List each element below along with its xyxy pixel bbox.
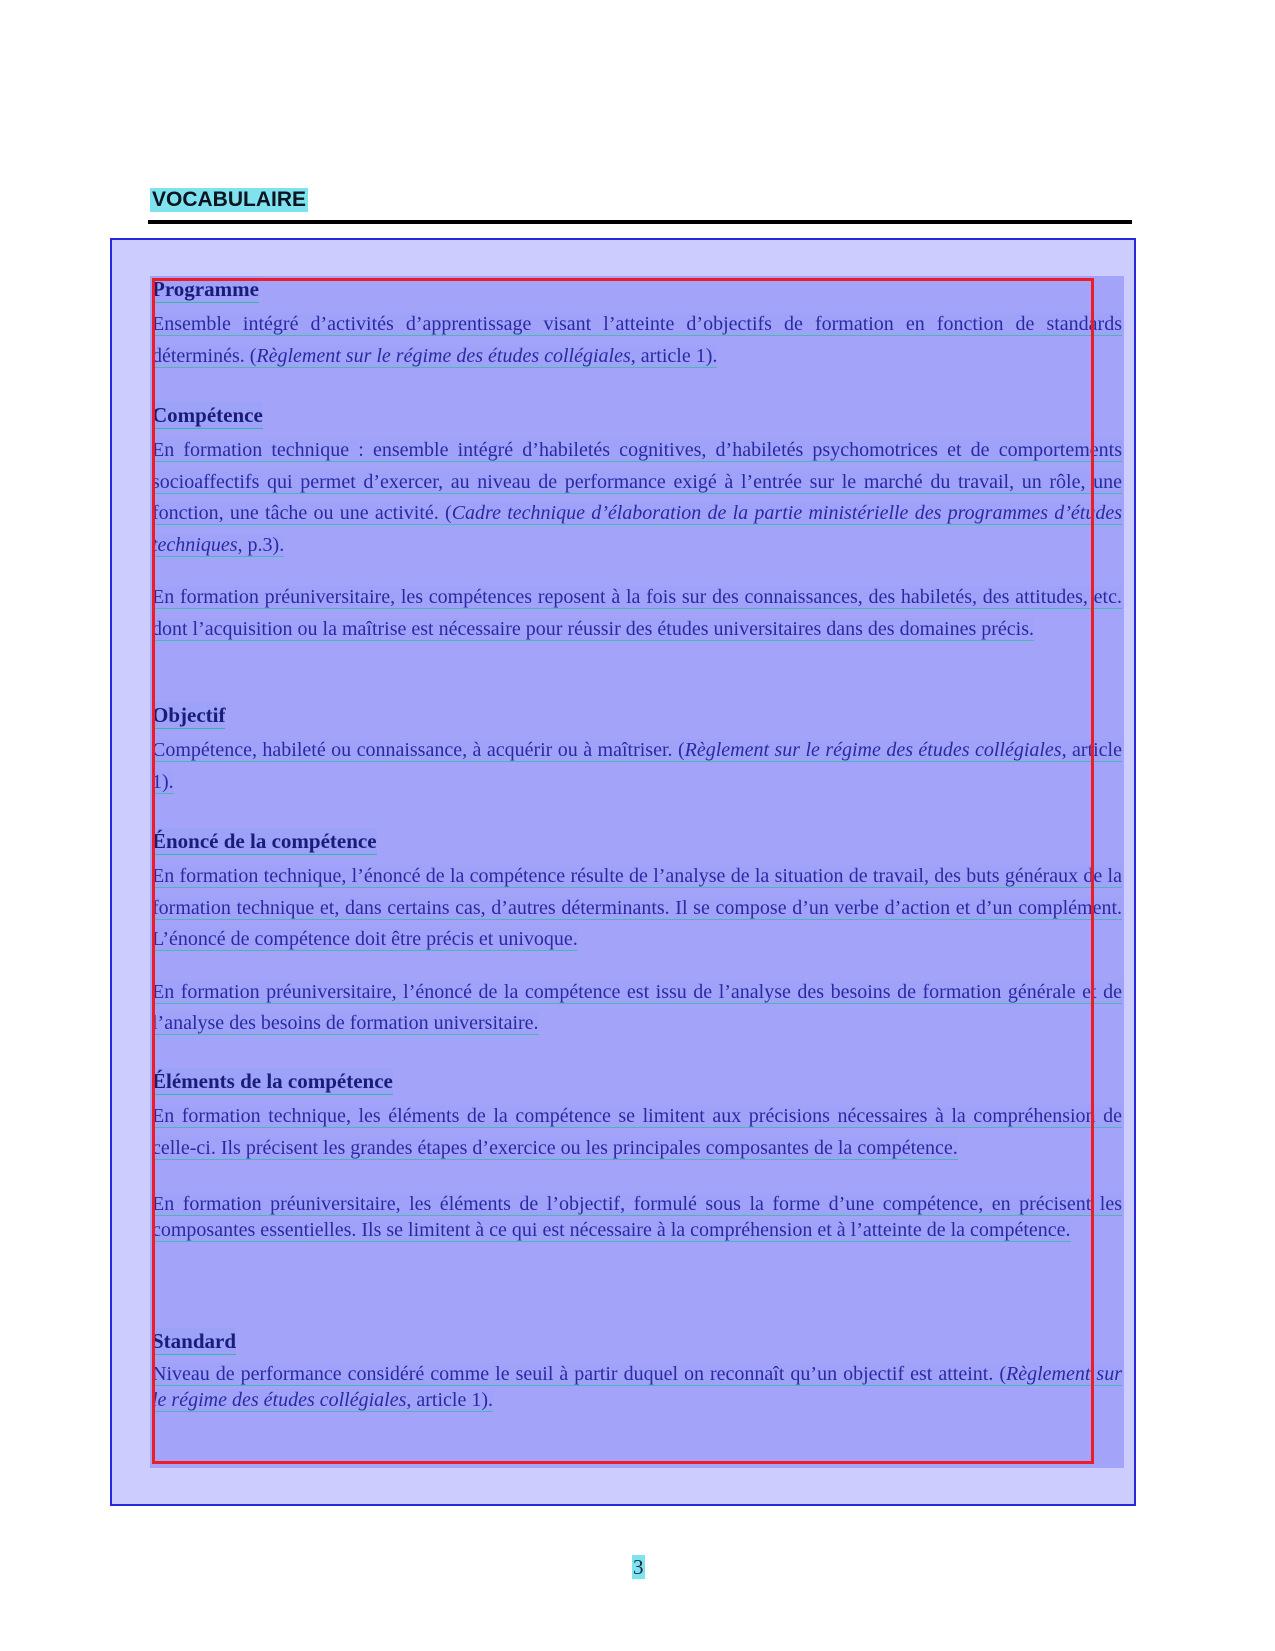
- definition-paragraph: [152, 977, 1122, 1040]
- definition-paragraph: [152, 1101, 1122, 1164]
- definition-text: En formation préuniversitaire, l’énoncé de la compétence est issu de l’analyse des besoins de formation générale et de l’analyse des besoins de formation universitaire.: [152, 980, 1122, 1034]
- citation-title: Cadre technique d’élaboration de la partie ministérielle des programmes d’études techniques: [152, 502, 1123, 556]
- page-number: 3: [633, 1555, 644, 1579]
- definition-text: , article 1).: [630, 344, 718, 367]
- term-heading: Standard: [152, 1329, 237, 1353]
- definition-text: , article 1).: [152, 739, 1122, 793]
- definition-paragraph: [152, 735, 1122, 798]
- definition-text: Compétence, habileté ou connaissance, à acquérir ou à maîtriser. (: [152, 739, 685, 761]
- definition-text: En formation technique : ensemble intégré d’habiletés cognitives, d’habiletés psychomotrices et de comportements socioaffectifs qui permet d’exercer, au niveau de performance exigé à l’entrée sur le marché du travail, un rôle, une fonction, une tâche ou une activité. (: [152, 439, 1122, 524]
- entry-enonce-competence: [152, 828, 1122, 1040]
- definition-text: En formation préuniversitaire, les compétences reposent à la fois sur des connaissances, des habiletés, des attitudes, etc. dont l’acquisition ou la maîtrise est nécessaire pour réussir des études universitaires dans des domaines précis.: [152, 586, 1122, 640]
- definition-text: Niveau de performance considéré comme le seuil à partir duquel on reconnaît qu’un objectif est atteint. (: [152, 1363, 1007, 1385]
- definition-text: En formation technique, l’énoncé de la compétence résulte de l’analyse de la situation de travail, des buts généraux de la formation technique et, dans certains cas, d’autres déterminants. Il se compose d’un verbe d’action et d’un complément. L’énoncé de compétence doit être précis et univoque.: [152, 865, 1122, 950]
- definition-paragraph: [152, 1191, 1122, 1243]
- definition-text: En formation préuniversitaire, les éléments de l’objectif, formulé sous la forme d’une compétence, en précisent les composantes essentielles. Ils se limitent à ce qui est nécessaire à la compréhension et à l’atteinte de la compétence.: [152, 1193, 1122, 1241]
- header-divider: [148, 220, 1132, 224]
- definition-text: En formation technique, les éléments de la compétence se limitent aux précisions nécessaires à la compréhension de celle-ci. Ils précisent les grandes étapes d’exercice ou les principales composantes de la compétence.: [152, 1105, 1122, 1159]
- definition-paragraph: [152, 861, 1122, 956]
- definition-text: Ensemble intégré d’activités d’apprentissage visant l’atteinte d’objectifs de formation en fonction de standards déterminés. (: [152, 313, 1122, 367]
- entry-competence: [152, 402, 1122, 645]
- term-heading: Objectif: [152, 703, 226, 727]
- definition-paragraph: [152, 1361, 1122, 1413]
- entry-objectif: [152, 702, 1122, 798]
- entry-programme: [152, 276, 1122, 372]
- entry-standard: [152, 1328, 1122, 1413]
- term-heading: Compétence: [152, 403, 263, 427]
- definition-text: , p.3).: [237, 533, 285, 556]
- definition-paragraph: [152, 582, 1122, 645]
- citation-title: Règlement sur le régime des études collégiales: [152, 1363, 1122, 1411]
- citation-title: Règlement sur le régime des études collégiales: [684, 739, 1062, 761]
- page-title: VOCABULAIRE: [152, 188, 307, 211]
- citation-title: Règlement sur le régime des études collégiales: [256, 344, 631, 367]
- entry-elements-competence: [152, 1068, 1122, 1243]
- term-heading: Éléments de la compétence: [152, 1069, 393, 1093]
- definition-paragraph: [152, 435, 1122, 561]
- definition-paragraph: [152, 309, 1122, 372]
- definition-text: , article 1).: [406, 1389, 493, 1411]
- term-heading: Programme: [152, 277, 259, 301]
- term-heading: Énoncé de la compétence: [152, 829, 377, 853]
